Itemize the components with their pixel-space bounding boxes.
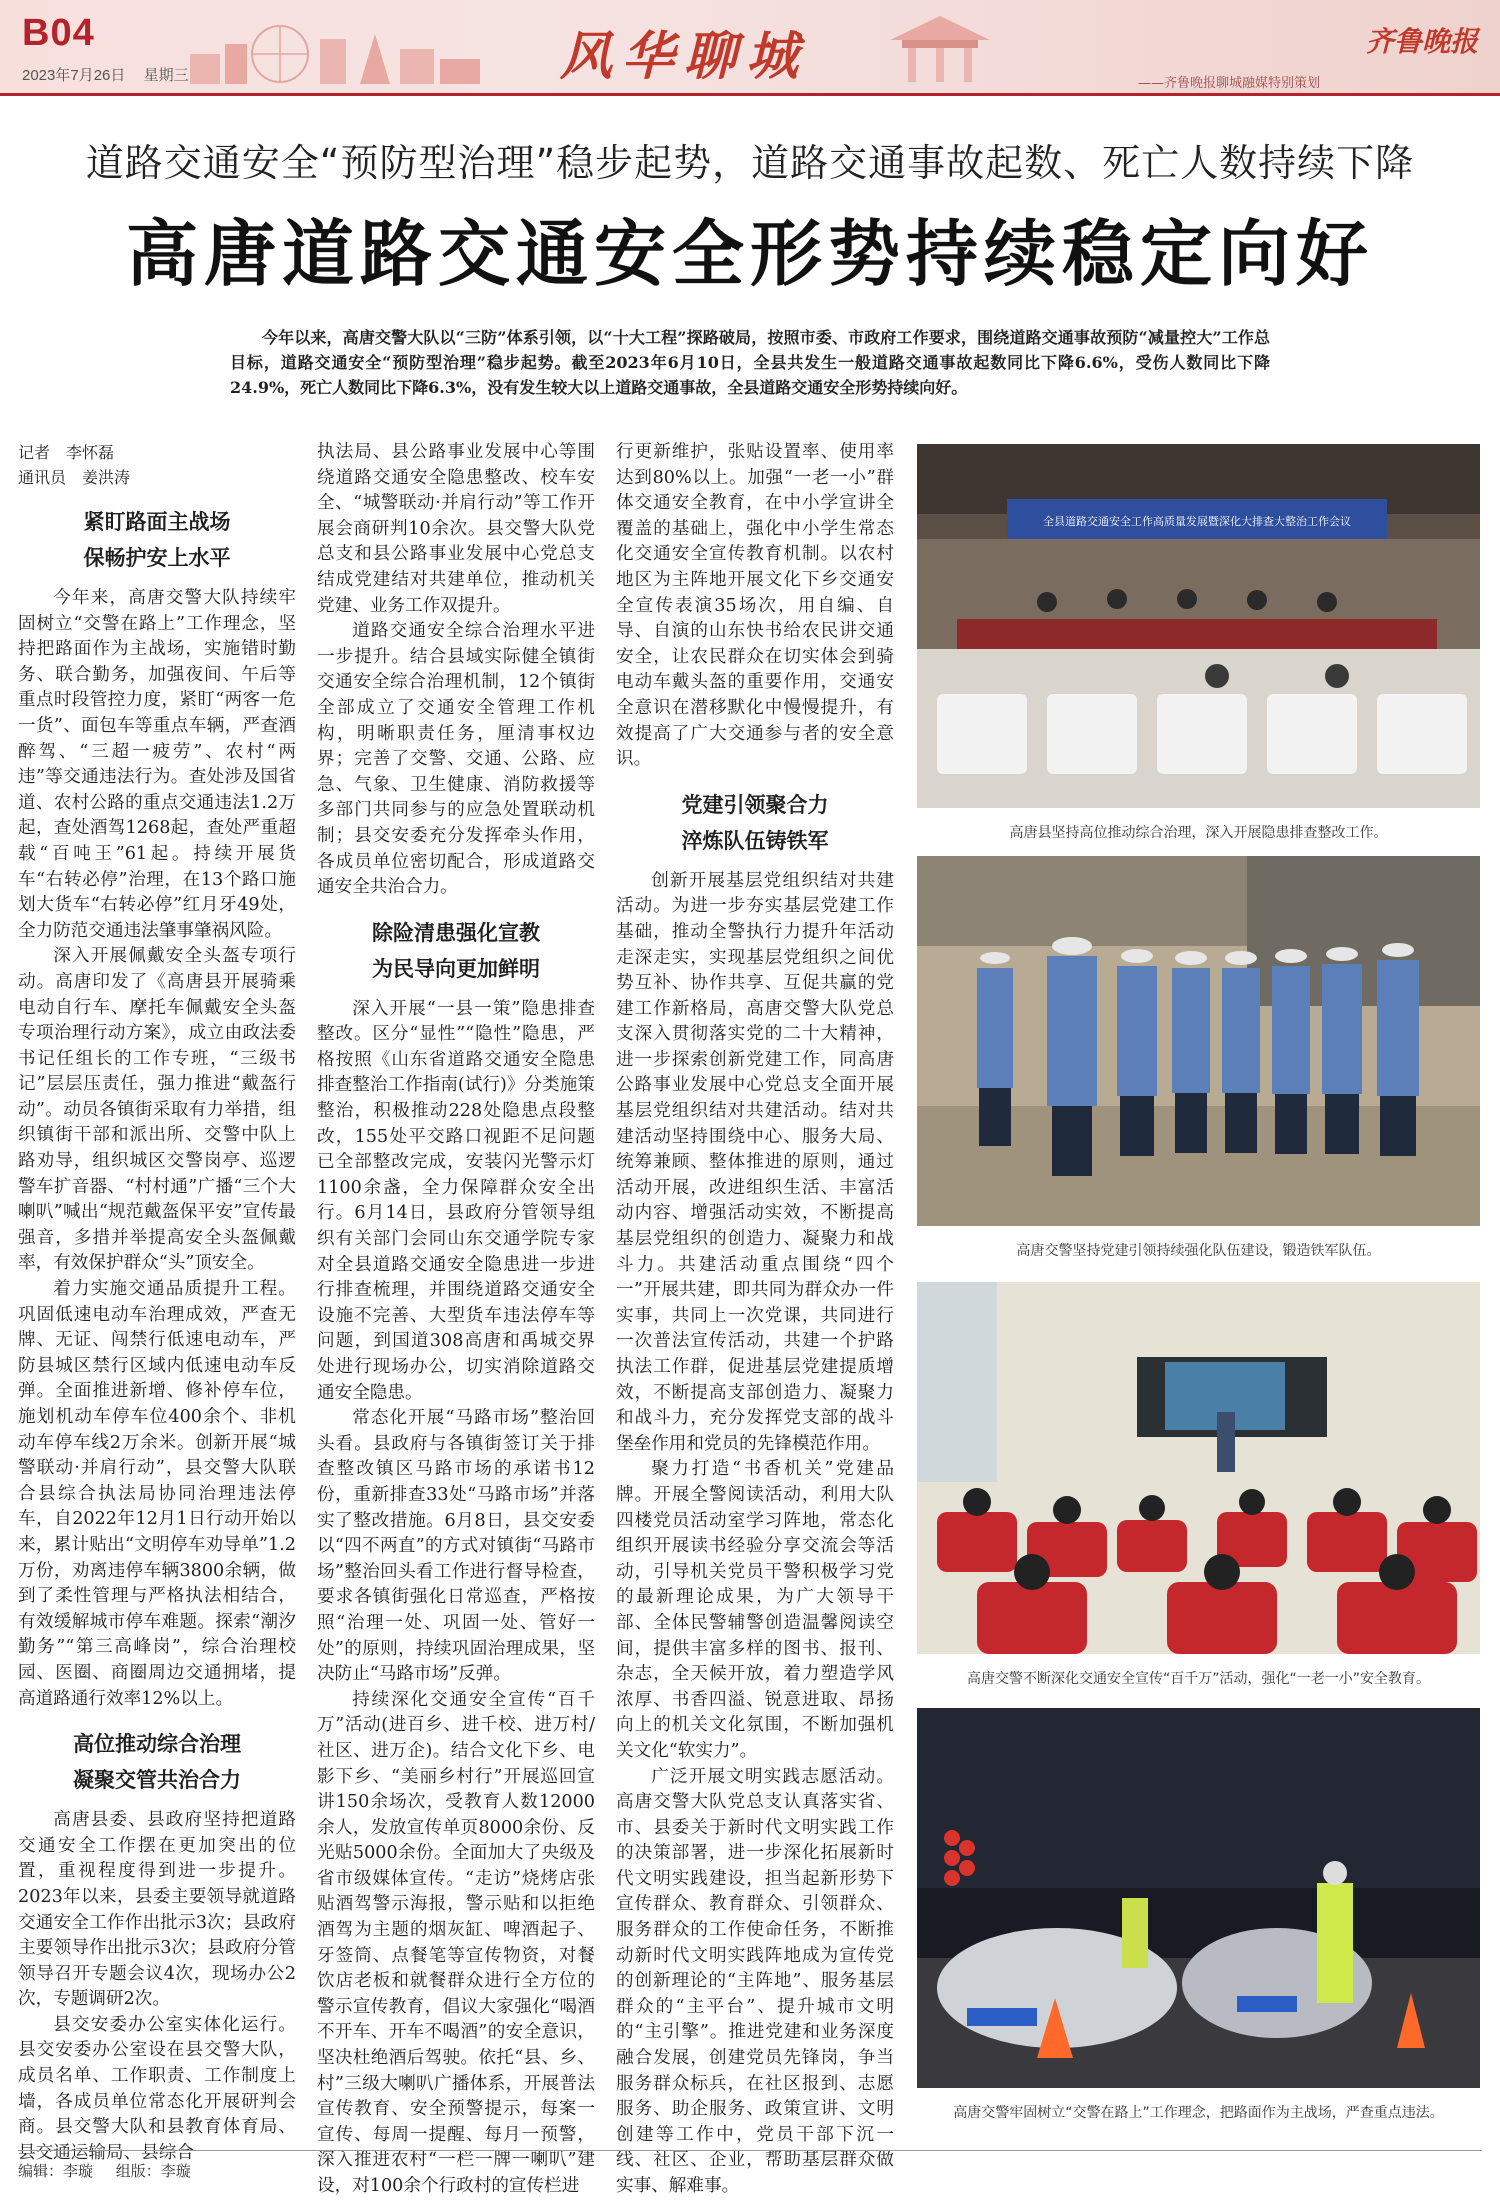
paragraph: 着力实施交通品质提升工程。巩固低速电动车治理成效，严查无牌、无证、闯禁行低速电动车，严防县城区禁行区域内低速电动车反弹。全面推进新增、修补停车位，施划机动车停车位400余个、非机动车停车线2万余米。创新开展“城警联动·并肩行动”，县交警大队联合县综合执法局协同治理违法停车，自2022年12月1日行动开始以来，累计贴出“文明停车劝导单”1.2万份，劝离违停车辆3800余辆，做到了柔性管理与严格执法相结合，有效缓解城市停车难题。探索“潮汐勤务”“第三高峰岗”，综合治理校园、医圈、商圈周边交通拥堵，提高道路通行效率12%以上。 bbox=[18, 1279, 296, 1709]
photo-caption: 高唐交警坚持党建引领持续强化队伍建设，锻造铁军队伍。 bbox=[1016, 1243, 1381, 1259]
paragraph: 行更新维护，张贴设置率、使用率达到80%以上。加强“一老一小”群体交通安全教育，在中小学宣讲全覆盖的基础上，强化中小学生常态化交通安全宣传教育机制。以农村地区为主阵地开展文化下乡交通安全宣传表演35场次，用自编、自导、自演的山东快书给农民讲交通安全，让农民群众在切实体会到骑电动车戴头盔的重要作用，交通安全意识在潜移默化中慢慢提升，有效提高了广大交通参与者的安全意识。 bbox=[616, 442, 894, 770]
correspondent-byline: 通讯员 姜洪涛 bbox=[18, 468, 131, 487]
subheading-line: 保畅护安上水平 bbox=[83, 545, 231, 570]
masthead bbox=[0, 0, 1500, 96]
photo-caption: 高唐交警牢固树立“交警在路上”工作理念，把路面作为主战场，严查重点违法。 bbox=[953, 2105, 1444, 2121]
subheading-3 bbox=[317, 915, 595, 987]
city-skyline-icon bbox=[170, 14, 500, 84]
article-column-3 bbox=[616, 440, 894, 2200]
page-number: B04 bbox=[22, 12, 95, 54]
pavilion-icon bbox=[880, 10, 1000, 86]
article-column-1 bbox=[18, 440, 296, 2166]
paragraph: 广泛开展文明实践志愿活动。高唐交警大队党总支认真落实省、市、县委关于新时代文明实践工作的决策部署，进一步深化拓展新时代文明实践建设，担当起新形势下宣传群众、教育群众、引领群众、服务群众的工作使命任务，不断推动新时代文明实践阵地成为宣传党的创新理论的“主阵地”、服务基层群众的“主平台”、提升城市文明的“主引擎”。推进党建和业务深度融合发展，创建党员先锋岗，争当服务群众标兵，在社区报到、志愿服务、助企服务、政策宣讲、文明创建等工作中，党员干部下沉一线、社区、企业，帮助基层群众做实事、解难事。 bbox=[616, 1766, 894, 2196]
subheading-line: 党建引领聚合力 bbox=[681, 791, 829, 817]
weekday-text: 星期三 bbox=[143, 67, 189, 84]
paragraph: 持续深化交通安全宣传“百千万”活动(进百乡、进千校、进万村/社区、进万企)。结合文化下乡、电影下乡、“美丽乡村行”开展巡回宣讲150余场次，受教育人数12000余人，发放宣传单页8000余份、反光贴5000余份。全面加大了央级及省市级媒体宣传。“走访”烧烤店张贴酒驾警示海报，警示贴和以拒绝酒驾为主题的烟灰缸、啤酒起子、牙签筒、点餐笔等宣传物资，对餐饮店老板和就餐群众进行全方位的警示宣传教育，倡议大家强化“喝酒不开车、开车不喝酒”的安全意识，坚决杜绝酒后驾驶。依托“县、乡、村”三级大喇叭广播体系，开展普法宣传教育、安全预警提示，每案一宣传、每周一提醒、每月一预警，深入推进农村“一栏一牌一喇叭”建设，对100余个行政村的宣传栏进 bbox=[317, 1689, 595, 2196]
footer-credits bbox=[18, 2160, 209, 2181]
newspaper-tagline: ——齐鲁晚报聊城融媒特别策划 bbox=[1137, 76, 1320, 91]
subheading-line: 紧盯路面主战场 bbox=[83, 509, 231, 534]
paragraph: 执法局、县公路事业发展中心等围绕道路交通安全隐患整改、校车安全、“城警联动·并肩行动”等工作开展会商研判10余次。县交警大队党总支和县公路事业发展中心党总支结成党建结对共建单位，推动机关党建、业务工作双提升。 bbox=[317, 442, 595, 616]
photo-night-checkpoint bbox=[917, 1708, 1480, 2088]
police-photo-image bbox=[917, 856, 1480, 1226]
newspaper-name: 齐鲁晚报 bbox=[1365, 25, 1478, 58]
subheading-2 bbox=[18, 1726, 296, 1798]
paragraph: 今年来，高唐交警大队持续牢固树立“交警在路上”工作理念，坚持把路面作为主战场，实施错时勤务、联合勤务，加强夜间、午后等重点时段管控力度，紧盯“两客一危一货”、面包车等重点车辆，严查酒醉驾、“三超一疲劳”、农村“两违”等交通违法行为。查处涉及国省道、农村公路的重点交通违法1.2万起，查处酒驾1268起，查处严重超载“百吨王”61起。持续开展货车“右转必停”治理，在13个路口施划大货车“右转必停”红月牙49处，全力防范交通违法肇事肇祸风险。 bbox=[18, 588, 296, 941]
photo-caption: 高唐县坚持高位推动综合治理，深入开展隐患排查整改工作。 bbox=[1009, 825, 1388, 841]
night-photo-image bbox=[917, 1708, 1480, 2088]
reporter-byline: 记者 李怀磊 bbox=[18, 443, 115, 462]
paragraph: 县交安委办公室实体化运行。县交安委办公室设在县交警大队，成员名单、工作职责、工作制度上墙，各成员单位常态化开展研判会商。县交警大队和县教育体育局、县交通运输局、县综合 bbox=[18, 2014, 296, 2163]
subheading-1 bbox=[18, 504, 296, 576]
paragraph: 高唐县委、县政府坚持把道路交通安全工作摆在更加突出的位置，重视程度得到进一步提升。2023年以来，县委主要领导就道路交通安全工作作出批示3次；县政府主要领导作出批示3次；县政府分管领导召开专题会议4次，现场办公2次，专题调研2次。 bbox=[18, 1810, 296, 2010]
meeting-banner-text: 全县道路交通安全工作高质量发展暨深化大排查大整治工作会议 bbox=[1043, 515, 1351, 528]
subheading-line: 高位推动综合治理 bbox=[73, 1731, 241, 1757]
date-text: 2023年7月26日 bbox=[22, 67, 126, 84]
editor-credit: 编辑：李璇 bbox=[18, 2162, 94, 2180]
column-title: 风华聊城 bbox=[560, 26, 809, 87]
subheading-4 bbox=[616, 787, 894, 859]
paragraph: 聚力打造“书香机关”党建品牌。开展全警阅读活动，利用大队四楼党员活动室学习阵地，常态化组织开展读书经验分享交流会等活动，引导机关党员干警积极学习党的最新理论成果，为广大领导干部、全体民警辅警创造温馨阅读空间，提供丰富多样的图书、报刊、杂志，全天候开放，着力塑造学风浓厚、书香四溢、锐意进取、昂扬向上的机关文化氛围，不断加强机关文化“软实力”。 bbox=[616, 1459, 894, 1761]
subheading-line: 除险清患强化宣教 bbox=[372, 919, 540, 945]
design-credit: 组版：李璇 bbox=[115, 2162, 191, 2180]
photo-police-lineup bbox=[917, 856, 1480, 1226]
subheading-line: 为民导向更加鲜明 bbox=[372, 955, 540, 981]
paragraph: 深入开展“一县一策”隐患排查整改。区分“显性”“隐性”隐患，严格按照《山东省道路交通安全隐患排查整治工作指南(试行)》分类施策整治，积极推动228处隐患点段整改，155处平交路口视距不足问题已全部整改完成，安装闪光警示灯1100余盏，全力保障群众安全出行。6月14日，县政府分管领导组织有关部门会同山东交通学院专家对全县道路交通安全隐患进一步进行排查梳理，并围绕道路交通安全设施不完善、大型货车违法停车等问题，到国道308高唐和禹城交界处进行现场办公，切实消除道路交通安全隐患。 bbox=[317, 998, 595, 1403]
photo-caption: 高唐交警不断深化交通安全宣传“百千万”活动，强化“一老一小”安全教育。 bbox=[966, 1671, 1430, 1687]
photo-meeting bbox=[917, 444, 1480, 808]
classroom-photo-image bbox=[917, 1282, 1480, 1654]
article-column-2 bbox=[317, 440, 595, 2200]
meeting-photo-image bbox=[917, 444, 1480, 808]
subheading-line: 凝聚交管共治合力 bbox=[73, 1767, 241, 1793]
paragraph: 创新开展基层党组织结对共建活动。为进一步夯实基层党建工作基础，推动全警执行力提升年活动走深走实，实现基层党组织之间优势互补、协作共享、互促共赢的党建工作新格局，高唐交警大队党总支深入贯彻落实党的二十大精神，进一步探索创新党建工作，同高唐公路事业发展中心党总支全面开展基层党组织结对共建活动。结对共建活动坚持围绕中心、服务大局、统筹兼顾、整体推进的原则，通过活动开展，改进组织生活、丰富活动内容、增强活动实效，不断提高基层党组织的创造力、凝聚力和战斗力。共建活动重点围绕“四个一”开展共建，即共同为群众办一件实事，共同上一次党课，共同进行一次普法宣传活动，共建一个护路执法工作群，促进基层党建提质增效，不断提高支部创造力、凝聚力和战斗力，充分发挥党支部的战斗堡垒作用和党员的先锋模范作用。 bbox=[616, 870, 894, 1454]
footer-divider bbox=[18, 2150, 1482, 2151]
paragraph: 深入开展佩戴安全头盔专项行动。高唐印发了《高唐县开展骑乘电动自行车、摩托车佩戴安全头盔专项治理行动方案》，成立由政法委书记任组长的工作专班，“三级书记”层层压责任，强力推进“戴盔行动”。动员各镇街采取有力举措，组织镇街干部和派出所、交警中队上路劝导，组织城区交警岗亭、巡逻警车扩音器、“村村通”广播“三个大喇叭”喊出“规范戴盔保平安”宣传最强音，多措并举提高安全头盔佩戴率，有效保护群众“头”顶安全。 bbox=[18, 946, 296, 1274]
photo-classroom bbox=[917, 1282, 1480, 1654]
lead-paragraph: 今年以来，高唐交警大队以“三防”体系引领，以“十大工程”探路破局，按照市委、市政府工作要求，围绕道路交通事故预防“减量控大”工作总目标，道路交通安全“预防型治理”稳步起势。截至2023年6月10日，全县共发生一般道路交通事故起数同比下降6.6%，受伤人数同比下降24.9%，死亡人数同比下降6.3%，没有发生较大以上道路交通事故，全县道路交通安全形势持续向好。 bbox=[230, 328, 1270, 397]
paragraph: 道路交通安全综合治理水平进一步提升。结合县域实际健全镇街交通安全综合治理机制，12个镇街全部成立了交通安全管理工作机构，明晰职责任务，厘清事权边界；完善了交警、交通、公路、应急、气象、卫生健康、消防救援等多部门共同参与的应急处置联动机制；县交安委充分发挥牵头作用，各成员单位密切配合，形成道路交通安全共治合力。 bbox=[317, 621, 595, 898]
kicker-headline: 道路交通安全“预防型治理”稳步起势，道路交通事故起数、死亡人数持续下降 bbox=[85, 141, 1415, 185]
main-headline: 高唐道路交通安全形势持续稳定向好 bbox=[125, 211, 1374, 296]
subheading-line: 淬炼队伍铸铁军 bbox=[681, 827, 829, 853]
paragraph: 常态化开展“马路市场”整治回头看。县政府与各镇街签订关于排查整改镇区马路市场的承诺书12份，重新排查33处“马路市场”并落实了整改措施。6月8日，县交安委以“四不两直”的方式对镇街“马路市场”整治回头看工作进行督导检查，要求各镇街强化日常巡查，严格按照“治理一处、巩固一处、管好一处”的原则，持续巩固治理成果，坚决防止“马路市场”反弹。 bbox=[317, 1408, 595, 1685]
